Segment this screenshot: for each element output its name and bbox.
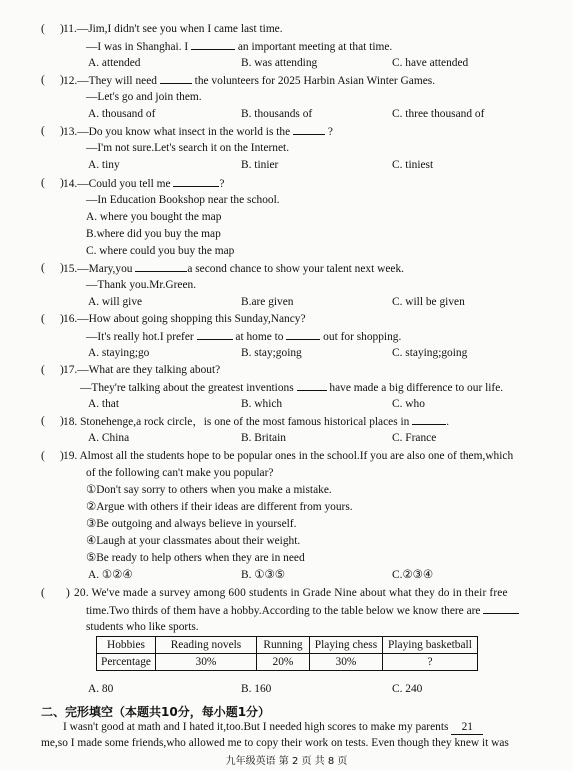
option-c: C. have attended bbox=[392, 57, 469, 69]
question-stem-cont: time.Two thirds of them have a hobby.According to the table below we know there are bbox=[86, 603, 519, 618]
option-b: B. Britain bbox=[241, 432, 286, 444]
option-b: B. which bbox=[241, 398, 283, 410]
statement-item: ⑤Be ready to help others when they are in need bbox=[86, 552, 305, 564]
table-cell: ? bbox=[382, 654, 477, 671]
option-a: A. attended bbox=[88, 57, 141, 69]
question-stem: 16.—How about going shopping this Sunday,Nancy? bbox=[63, 313, 306, 325]
exam-page: ( ) 11.—Jim,I didn't see you when I came last time. —I was in Shanghai. I an important meeting at that time. A. attended B. was attending C. have attended ( ) 12.—They will need the volunteers for 2025 Harbin Asian Winter Games. —Let's go and join them. A. thousand of B. thousands of C. three thousand of ( ) 13.—Do you know what insect in the world is the ? —I'm not sure.Let's search it on the Internet. A. tiny B. tinier C. tiniest ( ) 14.—Could you tell me ? —In Education Bookshop near the school. A. where you bought the map B.where did you buy the map C. where could you buy the map ( ) 15.—Mary,you a second chance to show your talent next week. —Thank you.Mr.Green. A. will give B.are given C. will be given ( ) 16.—How about going shopping this Sunday,Nancy? —It's really hot.I prefer at home to out for shopping. A. staying;go B. stay;going C. staying;going ( ) 17.—What are they talking about? —They're talking about the greatest inventions have made a big difference to our life. A. that B. which C. who ( ) 18. Stonehenge,a rock circle，is one of the most famous historical places in . A. China B. Britain C. France ( ) 19. Almost all the students hope to be popular ones in the school.If you are also one of them,which of the following can't make you popular? ①Don't say sorry to others when you make a mistake. ②Argue with others if their ideas are different from yours. ③Be outgoing and always believe in yourself. ④Laugh at your classmates about their weight. ⑤Be ready to help others when they are in need A. ①②④ B. ①③⑤ C.②③④ ( ) 20. We've made a survey among 600 students in Grade Nine about what they do in their free time.Two thirds of them have a hobby.According to the table below we know there are students who like sports. Hobbies Reading novels Running Playing chess Playing basketball Percentage 30% 20% 30% ? A. 80 B. 160 C. 240 二、完形填空（本题共10分，每小题1分） I wasn't good at math and I hated it,too.But I needed high scores to make my parents 21 me,so I made some friends,who allowed me to copy their work on tests. Even though they knew it was 九年级英语 第 2 页 共 8 页 bbox=[0, 0, 573, 771]
question-reply: —In Education Bookshop near the school. bbox=[86, 194, 280, 206]
option-a: A. where you bought the map bbox=[86, 211, 222, 223]
option-c: C. will be given bbox=[392, 296, 465, 308]
question-stem: 17.—What are they talking about? bbox=[63, 364, 221, 376]
table-cell: Hobbies bbox=[97, 637, 156, 654]
option-a: A. 80 bbox=[88, 683, 114, 695]
option-a: A. thousand of bbox=[88, 108, 156, 120]
question-reply: —They're talking about the greatest inventions have made a big difference to our life. bbox=[80, 382, 504, 394]
table-cell: 30% bbox=[155, 654, 256, 671]
question-stem: 15.—Mary,you a second chance to show your talent next week. bbox=[63, 263, 405, 275]
table-cell: Reading novels bbox=[155, 637, 256, 654]
option-b: B. was attending bbox=[241, 57, 318, 69]
passage-line: me,so I made some friends,who allowed me to copy their work on tests. Even though they knew it was bbox=[41, 737, 509, 749]
option-c: C. France bbox=[392, 432, 437, 444]
question-stem: 13.—Do you know what insect in the world is the ? bbox=[63, 126, 333, 138]
option-c: C. staying;going bbox=[392, 347, 468, 359]
statement-item: ④Laugh at your classmates about their weight. bbox=[86, 535, 301, 547]
table-row bbox=[97, 654, 478, 671]
option-a: A. ①②④ bbox=[88, 569, 133, 581]
question-stem: 19. Almost all the students hope to be popular ones in the school.If you are also one of them,which bbox=[63, 450, 514, 462]
question-stem: 11.—Jim,I didn't see you when I came last time. bbox=[63, 23, 283, 35]
option-c: C.②③④ bbox=[392, 569, 434, 581]
option-b: B.are given bbox=[241, 296, 294, 308]
table-cell: Running bbox=[256, 637, 309, 654]
option-b: B.where did you buy the map bbox=[86, 228, 221, 240]
table-cell: 30% bbox=[309, 654, 382, 671]
table-cell: Percentage bbox=[97, 654, 156, 671]
question-stem: 20. We've made a survey among 600 students in Grade Nine about what they do in their free bbox=[74, 587, 508, 599]
option-b: B. thousands of bbox=[241, 108, 313, 120]
option-c: C. where could you buy the map bbox=[86, 245, 235, 257]
question-reply: —I was in Shanghai. I an important meeting at that time. bbox=[86, 41, 393, 53]
question-reply: —Let's go and join them. bbox=[86, 91, 202, 103]
option-c: C. three thousand of bbox=[392, 108, 485, 120]
question-reply: —Thank you.Mr.Green. bbox=[86, 279, 197, 291]
question-reply: —I'm not sure.Let's search it on the Internet. bbox=[86, 142, 290, 154]
option-a: A. China bbox=[88, 432, 130, 444]
statement-item: ③Be outgoing and always believe in yourself. bbox=[86, 518, 297, 530]
option-a: A. that bbox=[88, 398, 120, 410]
question-stem: 18. Stonehenge,a rock circle，is one of the most famous historical places in . bbox=[63, 416, 450, 428]
page-footer: 九年级英语 第 2 页 共 8 页 bbox=[225, 756, 348, 767]
statement-item: ②Argue with others if their ideas are different from yours. bbox=[86, 501, 353, 513]
answer-bracket-close: ) bbox=[60, 23, 64, 35]
answer-bracket-open: ( bbox=[41, 23, 45, 35]
option-b: B. ①③⑤ bbox=[241, 569, 285, 581]
option-a: A. will give bbox=[88, 296, 143, 308]
table-cell: Playing chess bbox=[309, 637, 382, 654]
blank-number: 21 bbox=[451, 720, 483, 735]
option-c: C. who bbox=[392, 398, 425, 410]
option-a: A. staying;go bbox=[88, 347, 150, 359]
statement-item: ①Don't say sorry to others when you make a mistake. bbox=[86, 484, 332, 496]
option-b: B. stay;going bbox=[241, 347, 302, 359]
question-reply: —It's really hot.I prefer at home to out for shopping. bbox=[86, 331, 402, 343]
hobbies-table bbox=[96, 636, 478, 671]
option-c: C. tiniest bbox=[392, 159, 434, 171]
option-a: A. tiny bbox=[88, 159, 120, 171]
passage-line: I wasn't good at math and I hated it,too.But I needed high scores to make my parents 21 bbox=[63, 720, 483, 735]
section-title: 二、完形填空（本题共10分，每小题1分） bbox=[41, 705, 271, 719]
option-c: C. 240 bbox=[392, 683, 423, 695]
question-stem: 12.—They will need the volunteers for 2025 Harbin Asian Winter Games. bbox=[63, 75, 436, 87]
option-b: B. tinier bbox=[241, 159, 279, 171]
table-header-row bbox=[97, 637, 478, 654]
question-stem-cont: students who like sports. bbox=[86, 621, 199, 633]
table-cell: 20% bbox=[256, 654, 309, 671]
question-stem-cont: of the following can't make you popular? bbox=[86, 467, 274, 479]
table-cell: Playing basketball bbox=[382, 637, 477, 654]
option-b: B. 160 bbox=[241, 683, 272, 695]
question-stem: 14.—Could you tell me ? bbox=[63, 178, 225, 190]
